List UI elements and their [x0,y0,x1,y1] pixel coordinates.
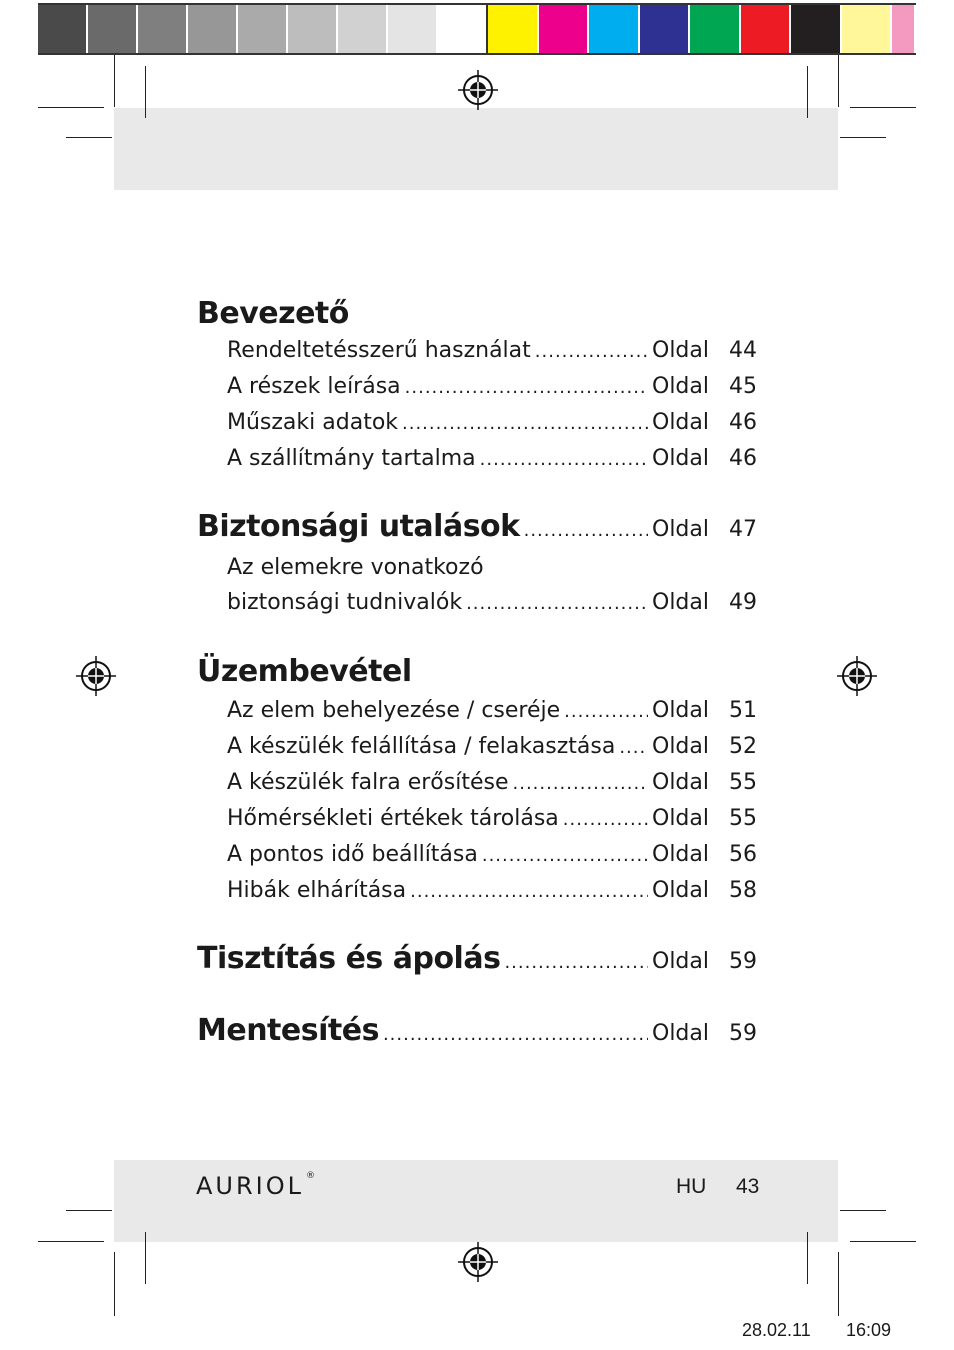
crop-mark [838,55,839,107]
section-heading: Üzembevétel [197,654,412,689]
crop-mark [145,66,146,118]
toc-entry-page: 51 [729,698,757,723]
leader-dots [524,520,648,541]
color-swatch [791,5,842,53]
toc-entry-page: 55 [729,806,757,831]
leader-dots [504,952,648,973]
toc-entry[interactable] [227,842,757,867]
toc-entry-word: Oldal [652,698,709,723]
gray-swatch [88,5,138,53]
toc-entry-page: 59 [729,1021,757,1046]
toc-entry-word: Oldal [652,770,709,795]
toc-entry[interactable] [227,770,757,795]
color-swatch [488,5,539,53]
toc-section-entry[interactable] [197,1013,757,1048]
toc-entry[interactable] [227,446,757,471]
toc-entry-label: A pontos idő beállítása [227,842,478,867]
toc-entry-page: 47 [729,517,757,542]
color-swatch [842,5,893,53]
page-number: 43 [736,1175,760,1198]
crop-mark [840,1210,886,1211]
toc-entry[interactable] [227,338,757,363]
gray-swatch [188,5,238,53]
leader-dots [513,773,649,794]
leader-dots [383,1024,648,1045]
toc-entry-page: 58 [729,878,757,903]
leader-dots [402,413,648,434]
toc-entry-page: 52 [729,734,757,759]
crop-mark [66,1210,112,1211]
leader-dots [410,881,648,902]
leader-dots [466,593,648,614]
registration-mark-icon [76,656,116,696]
toc-entry-page: 59 [729,949,757,974]
color-swatch [690,5,741,53]
toc-entry[interactable] [227,734,757,759]
toc-entry[interactable] [227,698,757,723]
toc-entry-word: Oldal [652,734,709,759]
section-heading: Mentesítés [197,1013,379,1048]
crop-mark [145,1232,146,1284]
toc-entry[interactable] [227,374,757,399]
crop-mark [840,137,886,138]
section-heading: Tisztítás és ápolás [197,941,501,976]
toc-entry-word: Oldal [652,806,709,831]
registration-mark-icon [837,656,877,696]
crop-mark [850,1241,916,1242]
toc-entry-label: Hibák elhárítása [227,878,407,903]
leader-dots [619,737,648,758]
color-swatch [640,5,691,53]
toc-entry-label: A készülék falra erősítése [227,770,509,795]
toc-entry[interactable] [227,806,757,831]
leader-dots [564,701,648,722]
toc-entry-word: Oldal [652,842,709,867]
toc-entry[interactable] [227,878,757,903]
toc-entry-label: A részek leírása [227,374,401,399]
crop-mark [38,1241,104,1242]
toc-entry-page: 46 [729,410,757,435]
process-color-bar [486,3,916,55]
toc-entry-page: 56 [729,842,757,867]
leader-dots [405,377,648,398]
toc-entry-page: 45 [729,374,757,399]
print-date: 28.02.11 [742,1320,811,1340]
toc-entry-word: Oldal [652,446,709,471]
toc-entry-page: 44 [729,338,757,363]
toc-entry-word: Oldal [652,590,709,615]
registration-mark-icon [458,70,498,110]
header-band [114,108,838,190]
gray-swatch [438,5,488,53]
gray-swatch [338,5,388,53]
toc-entry-label: Hőmérsékleti értékek tárolása [227,806,559,831]
leader-dots [482,845,648,866]
toc-entry-label: biztonsági tudnivalók [227,590,463,615]
registration-mark-icon [458,1242,498,1282]
crop-mark [114,55,115,107]
gray-swatch [138,5,188,53]
crop-mark [38,107,104,108]
toc-entry-word: Oldal [652,949,709,974]
language-code: HU [676,1175,707,1198]
toc-entry-label: A szállítmány tartalma [227,446,476,471]
toc-entry-label: A készülék felállítása / felakasztása [227,734,616,759]
color-swatch [589,5,640,53]
gray-swatch [388,5,438,53]
section-heading: Biztonsági utalások [197,509,520,544]
toc-entry-page: 46 [729,446,757,471]
toc-section-entry[interactable] [197,509,757,544]
toc-entry[interactable] [227,410,757,435]
crop-mark [838,1252,839,1316]
leader-dots [480,449,648,470]
toc-entry-label: Az elem behelyezése / cseréje [227,698,561,723]
gray-swatch [38,5,88,53]
toc-section-entry[interactable] [197,941,757,976]
crop-mark [807,1232,808,1284]
print-time: 16:09 [846,1320,892,1340]
color-swatch [741,5,792,53]
toc-entry-word: Oldal [652,517,709,542]
crop-mark [66,137,112,138]
toc-entry-word: Oldal [652,1021,709,1046]
toc-entry-word: Oldal [652,338,709,363]
toc-entry-label: Műszaki adatok [227,410,399,435]
color-swatch [539,5,590,53]
leader-dots [563,809,648,830]
crop-mark [850,107,916,108]
leader-dots [535,341,648,362]
toc-entry-page: 49 [729,590,757,615]
gray-swatch [288,5,338,53]
section-heading: Bevezető [197,296,349,331]
crop-mark [807,66,808,118]
toc-entry-word: Oldal [652,410,709,435]
registered-mark: ® [306,1171,315,1181]
grayscale-color-bar [38,3,490,55]
toc-entry-word: Oldal [652,374,709,399]
color-swatch [892,5,916,53]
crop-mark [114,1252,115,1316]
toc-entry-page: 55 [729,770,757,795]
toc-entry-word: Oldal [652,878,709,903]
toc-entry-label-line1: Az elemekre vonatkozó [227,555,484,580]
brand-logo [196,1171,315,1201]
toc-entry[interactable] [227,590,757,615]
toc-entry-label: Rendeltetésszerű használat [227,338,531,363]
gray-swatch [238,5,288,53]
brand-wordmark: AURIOL [196,1172,304,1200]
